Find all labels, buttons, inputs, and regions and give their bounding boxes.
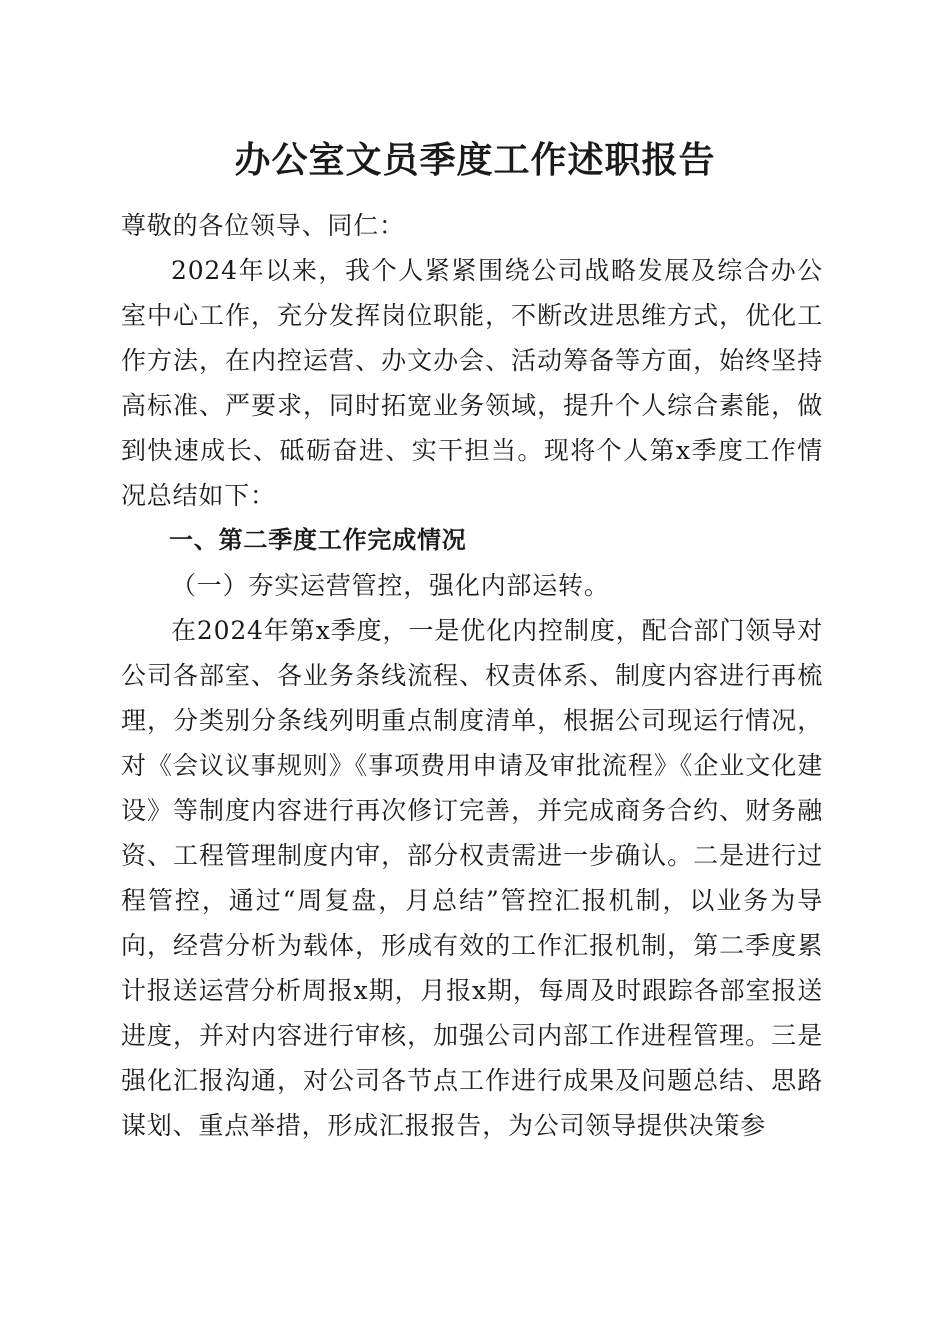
document-body [121, 203, 823, 1148]
subsection-heading: （一）夯实运营管控，强化内部运转。 [171, 571, 610, 600]
subsection-paragraph: 在2024年第x季度，一是优化内控制度，配合部门领导对公司各部室、各业务条线流程、权责体系、制度内容进行再梳理，分类别分条线列明重点制度清单，根据公司现运行情况，对《会议议事规则》《事项费用申请及审批流程》《企业文化建设》等制度内容进行再次修订完善，并完成商务合约、财务融资、工程管理制度内审，部分权责需进一步确认。二是进行过程管控，通过“周复盘，月总结”管控汇报机制，以业务为导向，经营分析为载体，形成有效的工作汇报机制，第二季度累计报送运营分析周报x期，月报x期，每周及时跟踪各部室报送进度，并对内容进行审核，加强公司内部工作进程管理。三是强化汇报沟通，对公司各节点工作进行成果及问题总结、思路谋划、重点举措，形成汇报报告，为公司领导提供决策参 [121, 616, 823, 1140]
section-heading: 一、第二季度工作完成情况 [169, 526, 467, 554]
document-title: 办公室文员季度工作述职报告 [234, 139, 716, 181]
salutation: 尊敬的各位领导、同仁： [121, 211, 405, 240]
intro-paragraph: 2024年以来，我个人紧紧围绕公司战略发展及综合办公室中心工作，充分发挥岗位职能，不断改进思维方式，优化工作方法，在内控运营、办文办会、活动筹备等方面，始终坚持高标准、严要求，同时拓宽业务领域，提升个人综合素能，做到快速成长、砥砺奋进、实干担当。现将个人第x季度工作情况总结如下： [121, 256, 823, 510]
